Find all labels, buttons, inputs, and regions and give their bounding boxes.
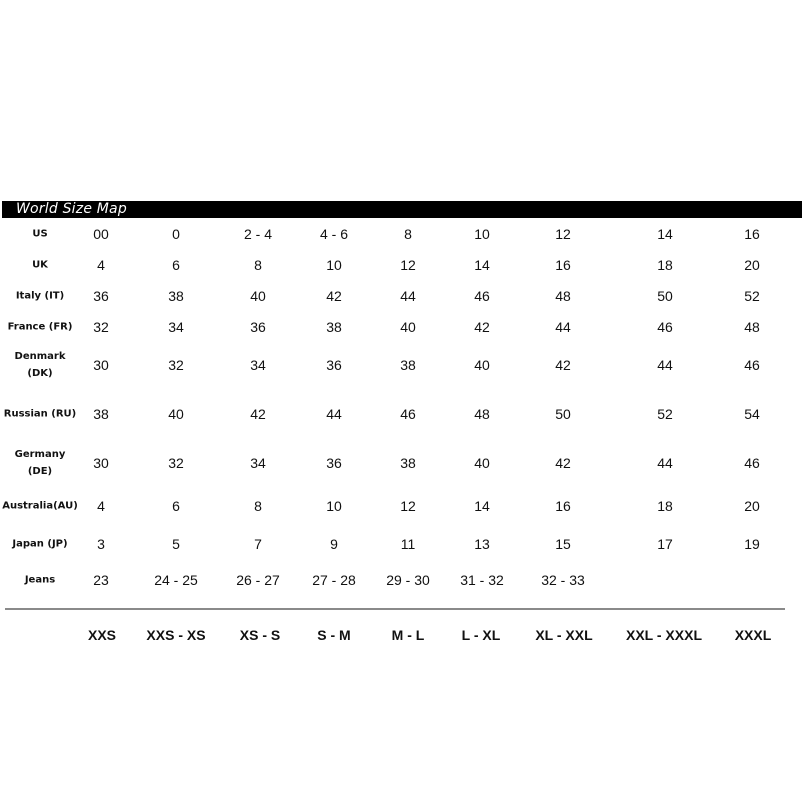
table-cell: 42 [250, 406, 266, 422]
table-cell: 36 [326, 357, 342, 373]
table-cell: 40 [474, 455, 490, 471]
table-cell: 48 [474, 406, 490, 422]
table-cell: 34 [250, 455, 266, 471]
table-cell: 31 - 32 [460, 572, 504, 588]
size-label: S - M [317, 627, 351, 643]
table-cell: 00 [93, 226, 109, 242]
table-cell: 14 [474, 257, 490, 273]
size-label: XS - S [239, 627, 281, 643]
table-cell: 8 [254, 257, 262, 273]
table-cell: 46 [744, 455, 760, 471]
size-label: L - XL [461, 627, 501, 643]
row-label: France (FR) [7, 321, 73, 333]
table-cell: 44 [400, 288, 416, 304]
table-cell: 48 [744, 319, 760, 335]
table-cell: 52 [744, 288, 760, 304]
table-cell: 29 - 30 [386, 572, 430, 588]
table-cell: 19 [744, 536, 760, 552]
table-cell: 46 [744, 357, 760, 373]
table-cell: 16 [555, 498, 571, 514]
table-cell: 3 [97, 536, 105, 552]
size-label: XXXL [734, 627, 772, 643]
table-cell: 10 [474, 226, 490, 242]
table-cell: 8 [404, 226, 412, 242]
table-cell: 23 [93, 572, 109, 588]
table-cell: 20 [744, 498, 760, 514]
table-cell: 44 [657, 357, 673, 373]
size-label: XXS - XS [146, 627, 206, 643]
table-cell: 9 [330, 536, 338, 552]
table-cell: 6 [172, 257, 180, 273]
table-cell: 7 [254, 536, 262, 552]
size-label: XXS [87, 627, 117, 643]
row-label: Italy (IT) [15, 290, 65, 302]
table-cell: 14 [474, 498, 490, 514]
table-cell: 38 [400, 455, 416, 471]
table-cell: 36 [326, 455, 342, 471]
row-label-line2: (DK) [27, 368, 53, 379]
row-label: Australia(AU) [2, 500, 78, 512]
table-cell: 26 - 27 [236, 572, 280, 588]
table-cell: 32 [168, 455, 184, 471]
table-cell: 32 - 33 [541, 572, 585, 588]
size-label: M - L [391, 627, 425, 643]
table-cell: 8 [254, 498, 262, 514]
table-cell: 16 [555, 257, 571, 273]
table-cell: 50 [657, 288, 673, 304]
size-label: XXL - XXXL [626, 627, 702, 643]
table-cell: 40 [474, 357, 490, 373]
table-cell: 27 - 28 [312, 572, 356, 588]
table-cell: 42 [555, 455, 571, 471]
table-cell: 32 [168, 357, 184, 373]
table-cell: 42 [326, 288, 342, 304]
title-bar [2, 201, 802, 218]
table-cell: 40 [250, 288, 266, 304]
table-cell: 4 - 6 [319, 226, 349, 242]
table-cell: 36 [250, 319, 266, 335]
row-label: US [32, 228, 48, 240]
table-cell: 44 [657, 455, 673, 471]
table-cell: 44 [555, 319, 571, 335]
row-label: UK [32, 259, 48, 271]
table-cell: 46 [657, 319, 673, 335]
table-cell: 18 [657, 498, 673, 514]
table-cell: 4 [97, 257, 105, 273]
table-cell: 15 [555, 536, 571, 552]
divider [5, 608, 785, 610]
row-label [15, 348, 66, 382]
row-label-line2: (DE) [27, 466, 53, 477]
table-cell: 12 [555, 226, 571, 242]
table-cell: 18 [657, 257, 673, 273]
table-cell: 40 [168, 406, 184, 422]
table-cell: 48 [555, 288, 571, 304]
table-cell: 34 [168, 319, 184, 335]
table-cell: 10 [326, 498, 342, 514]
table-cell: 44 [326, 406, 342, 422]
table-cell: 30 [93, 357, 109, 373]
table-cell: 38 [400, 357, 416, 373]
table-cell: 14 [657, 226, 673, 242]
row-label: Jeans [24, 574, 56, 586]
table-cell: 32 [93, 319, 109, 335]
table-cell: 2 - 4 [243, 226, 273, 242]
table-cell: 50 [555, 406, 571, 422]
row-label-line1: Denmark [14, 351, 66, 362]
table-cell: 54 [744, 406, 760, 422]
table-cell: 42 [474, 319, 490, 335]
row-label [15, 446, 66, 480]
table-cell: 11 [400, 536, 416, 552]
table-cell: 4 [97, 498, 105, 514]
table-cell: 16 [744, 226, 760, 242]
table-cell: 13 [474, 536, 490, 552]
table-cell: 38 [326, 319, 342, 335]
table-cell: 17 [657, 536, 673, 552]
table-cell: 46 [474, 288, 490, 304]
page-title: World Size Map [16, 201, 127, 217]
table-cell: 24 - 25 [154, 572, 198, 588]
table-cell: 46 [400, 406, 416, 422]
table-cell: 12 [400, 257, 416, 273]
table-cell: 10 [326, 257, 342, 273]
size-label: XL - XXL [535, 627, 593, 643]
row-label: Japan (JP) [12, 538, 68, 550]
table-cell: 38 [93, 406, 109, 422]
table-cell: 12 [400, 498, 416, 514]
table-cell: 38 [168, 288, 184, 304]
table-cell: 30 [93, 455, 109, 471]
table-cell: 6 [172, 498, 180, 514]
row-label: Russian (RU) [3, 408, 77, 420]
row-label-line1: Germany [14, 449, 66, 460]
table-cell: 52 [657, 406, 673, 422]
table-cell: 36 [93, 288, 109, 304]
table-cell: 40 [400, 319, 416, 335]
table-cell: 5 [172, 536, 180, 552]
table-cell: 34 [250, 357, 266, 373]
table-cell: 20 [744, 257, 760, 273]
table-cell: 0 [172, 226, 180, 242]
table-cell: 42 [555, 357, 571, 373]
